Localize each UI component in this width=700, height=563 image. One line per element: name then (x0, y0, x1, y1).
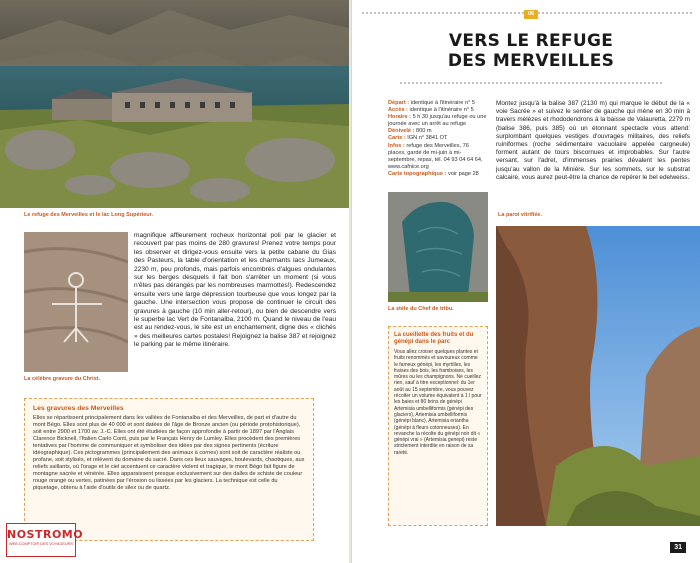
cueillette-box-text: Vous allez croiser quelques plantes et fruits renommés et savoureux comme le fameux génépi, les myrtilles, les fraises des bois, les framboises, les mûres ou les champignons. Ne cueillez rien, sauf à titre exceptionnel: du 1er août au 15 septembre, vous pouvez récolter un volume équivalent à 1 l pour les baies et 80 brins de génépi Artemisia umbelliformis (génépi des glaciers), Artemisia umbelliformis (génépi blanc), Artemisia eriantha (génépi à fleurs cotonneuses). En revanche la récolte du génépi noir dit « génépi vrai » (Artemisia genepi) reste strictement interdite en raison de sa rareté. (394, 349, 482, 456)
gravures-box-text: Elles se répartissent principalement dans les vallées de Fontanalba et des Merveilles, de part et d'autre du mont Bégo. Elles sont plus de 40 000 et sont datées de l'âge de Bronze ancien (ou période protohistorique), soit entre 2900 et 1700 av. J.-C. Elles ont été étudiées de façon approfondie à partir de 1897 par l'Anglais Clarence Bicknell, l'Italien Carlo Conti, puis par le Français Henry de Lumley. Elles procèdent des premières tentatives par l'homme de communiquer et symboliser des idées par des signes pertinents (écriture idéographique). Ces pictogrammes (principalement des animaux à cornes) sont soit de caractère réaliste ou profane, soit stylisés, et relèvent du domaine du sacré. Dans ces lieux sauvages, boulevards, chaotiques, aux reliefs saillants, où l'orage et le ciel accentuent ce caractère violent et tragique, le mont Bégo fait figure de montagne sacrée et vénérée. Elles apparaissent presque exclusivement sur des dalles de schiste de couleur rouge orangé ou vertes, patinées par l'érosion ou lissées par les glaciers. La technique est celle du piquetage, obtenu à l'aide d'outils de silex ou de quartz. (33, 415, 305, 491)
info-item-depart: Départ : identique à l'itinéraire n° 5 (388, 100, 475, 106)
info-item-topo: Carte topographique : voir page 28 (388, 170, 479, 177)
gravures-box-title: Les gravures des Merveilles (33, 405, 124, 412)
logo-name: NOSTROMO (7, 528, 84, 541)
page-title (400, 31, 662, 71)
chapter-badge: 06 (524, 10, 538, 19)
gravures-info-box (24, 398, 314, 541)
title-underline (400, 82, 662, 84)
page-number: 31 (670, 542, 686, 553)
paroi-photo (496, 226, 700, 526)
left-main-text: magnifique affleurement rocheux horizontal poli par le glacier et recouvert par pas moins de 280 gravures! Prenez votre temps pour les observer et dirigez-vous ensuite vers la petite cabane du Gias des Pasteurs, la table d'orientation et les charmants lacs Jumeaux, 2230 m, peu profonds, mais parfois encombrés d'algues ondulantes sur les berges desquels il fait bon s'arrêter un moment (si vous n'êtes pas dérangés par les nombreuses marmottes!). Redescendez ensuite vers une large dépression tourbeuse que vous longez par la gauche. Une intersection vous propose de continuer le circuit des gravures à gauche (10 min aller-retour), ou bien de descendre vers le superbe lac Vert de Fontanalba, 2100 m. Quand le niveau de l'eau est au rendez-vous, le site est un enchantement, digne des « clichés » des meilleures cartes postales! Rejoignez la balise 387 et rejoignez le parking par le même itinéraire. (134, 232, 336, 349)
route-info-list (388, 100, 488, 178)
right-main-text: Montez jusqu'à la balise 387 (2130 m) qui marque le début de la « voie Sacrée » et suivez le sentier de gauche qui mène en 30 min à travers mélèzes et rhododendrons à la baisse de Valauretta, 2279 m (balise 386, puis 385) où un étonnant spectacle vous attend: surplombant quelques vestiges d'ouvrages militaires, des reliefs ruiniformes (roche sédimentaire vacuolaire appelée cargneule) forment autant de tours biscornues et improbables. Sur l'autre versant, sur l'adret, d'immenses prairies dévalent les pentes jusqu'au vallon de la Minière. Sur les sommets, sur le substrat calcaire, vous aurez peut-être la chance de repérer le bel edelweiss. (496, 100, 690, 181)
stele-photo (388, 192, 488, 302)
refuge-photo (0, 0, 349, 208)
title-line-2: DES MERVEILLES (447, 51, 615, 71)
title-line-1: VERS LE REFUGE (448, 31, 614, 51)
nostromo-logo (6, 523, 84, 557)
christ-engraving-caption: La célèbre gravure du Christ. (24, 376, 101, 382)
info-item-acces: Accès : identique à l'itinéraire n° 5 (388, 107, 474, 114)
left-page (0, 0, 349, 563)
info-item-horaire: Horaire : 5 h 30 jusqu'au refuge ou une journée avec un arrêt au refuge (388, 114, 487, 128)
paroi-caption: La paroi vitrifiée. (498, 212, 543, 218)
info-item-carte: Carte : IGN n° 3841 OT (388, 135, 448, 142)
info-item-denivele: Dénivelé : 800 m (388, 128, 432, 135)
refuge-photo-caption: Le refuge des Merveilles et le lac Long Supérieur. (24, 212, 153, 218)
logo-tagline: WEB COMPTOIR DES VOYAGEURS (9, 542, 73, 546)
cueillette-info-box (388, 326, 488, 526)
cueillette-box-title: La cueillette des fruits et du génépi dans le parc (394, 332, 474, 345)
info-item-infos: Infos : refuge des Merveilles, 76 places, gardé de mi-juin à mi-septembre, repas, tél. 04 93 04 64 64, www.cafnice.org (388, 142, 483, 170)
stele-caption: La stèle du Chef de tribu. (388, 306, 454, 312)
christ-engraving-photo (24, 232, 128, 372)
